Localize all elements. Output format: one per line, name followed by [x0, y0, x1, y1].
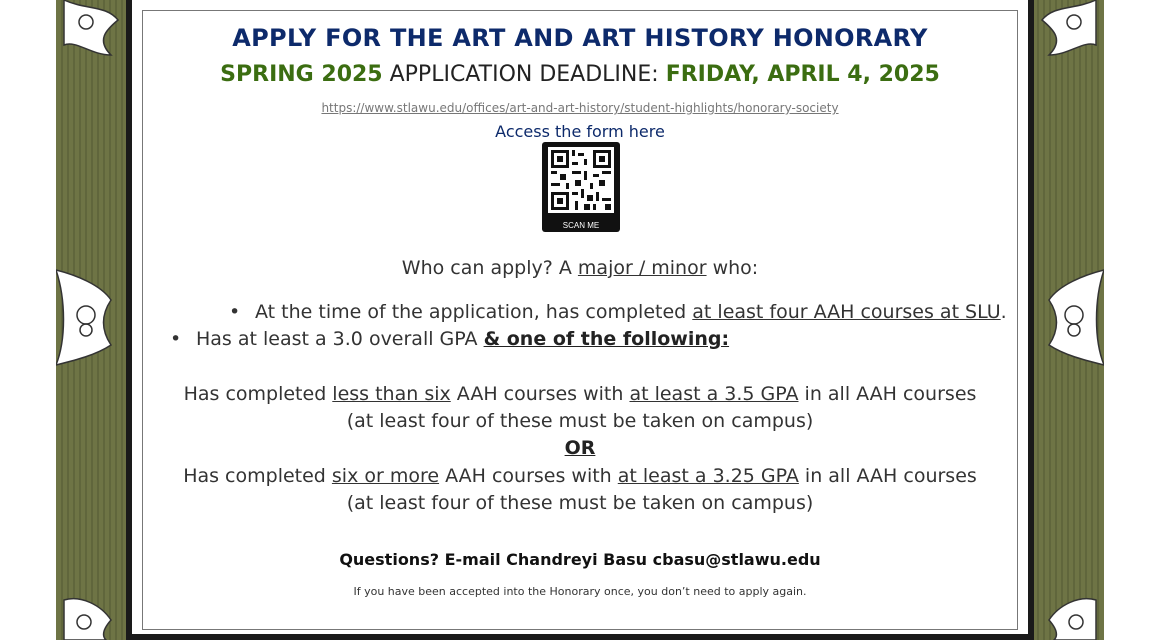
deadline-label: APPLICATION DEADLINE:: [382, 62, 666, 87]
page-title: APPLY FOR THE ART AND ART HISTORY HONORARY: [232, 24, 928, 52]
ornament-border-icon: [56, 0, 134, 640]
flyer-content: [142, 10, 1018, 630]
option2-text: Has completed: [183, 465, 332, 487]
bullet2-bold: & one of the following:: [483, 328, 730, 350]
bullet1-underline: at least four AAH courses at SLU: [692, 301, 1001, 323]
intro-suffix: who:: [706, 257, 759, 279]
bullet-icon: •: [170, 328, 182, 350]
qr-code-icon: [548, 147, 614, 213]
qr-caption: SCAN ME: [562, 221, 600, 230]
list-item: [229, 301, 1007, 323]
option2-note: (at least four of these must be taken on campus): [346, 492, 814, 514]
footer-note: If you have been accepted into the Honorary once, you don’t need to apply again.: [353, 585, 807, 598]
deadline-semester: SPRING 2025: [220, 62, 383, 87]
bullet1-prefix: At the time of the application, has completed: [255, 301, 693, 323]
option2-courses: six or more: [331, 465, 440, 487]
option1-text: AAH courses with: [450, 383, 630, 405]
intro-major-minor: major / minor: [577, 257, 707, 279]
or-label: OR: [564, 437, 596, 459]
deadline-date: FRIDAY, APRIL 4, 2025: [665, 62, 940, 87]
decorative-border-left: [56, 0, 134, 640]
option2-text: AAH courses with: [439, 465, 618, 487]
bullet1-suffix: .: [1000, 301, 1007, 323]
option1-line: [142, 383, 1018, 405]
option1-courses: less than six: [332, 383, 451, 405]
bullet-icon: •: [229, 301, 241, 323]
ornament-border-icon: [1026, 0, 1104, 640]
or-separator: [142, 437, 1018, 459]
deadline-line: [142, 62, 1018, 87]
decorative-border-right: [1026, 0, 1104, 640]
option2-text: in all AAH courses: [798, 465, 977, 487]
option1-gpa: at least a 3.5 GPA: [629, 383, 799, 405]
bullet2-prefix: Has at least a 3.0 overall GPA: [196, 328, 484, 350]
option2-line: [142, 465, 1018, 487]
option1-text: in all AAH courses: [798, 383, 977, 405]
option1-note: (at least four of these must be taken on campus): [346, 410, 814, 432]
qr-code[interactable]: [542, 142, 620, 232]
questions-contact: Questions? E-mail Chandreyi Basu cbasu@stlawu.edu: [339, 550, 821, 569]
option1-text: Has completed: [183, 383, 333, 405]
option2-gpa: at least a 3.25 GPA: [617, 465, 799, 487]
form-url-link[interactable]: https://www.stlawu.edu/offices/art-and-art-history/student-highlights/honorary-society: [321, 101, 839, 115]
intro-prefix: Who can apply? A: [401, 257, 578, 279]
list-item: [170, 328, 730, 350]
access-form-text: Access the form here: [495, 122, 665, 141]
eligibility-intro: [142, 257, 1018, 279]
